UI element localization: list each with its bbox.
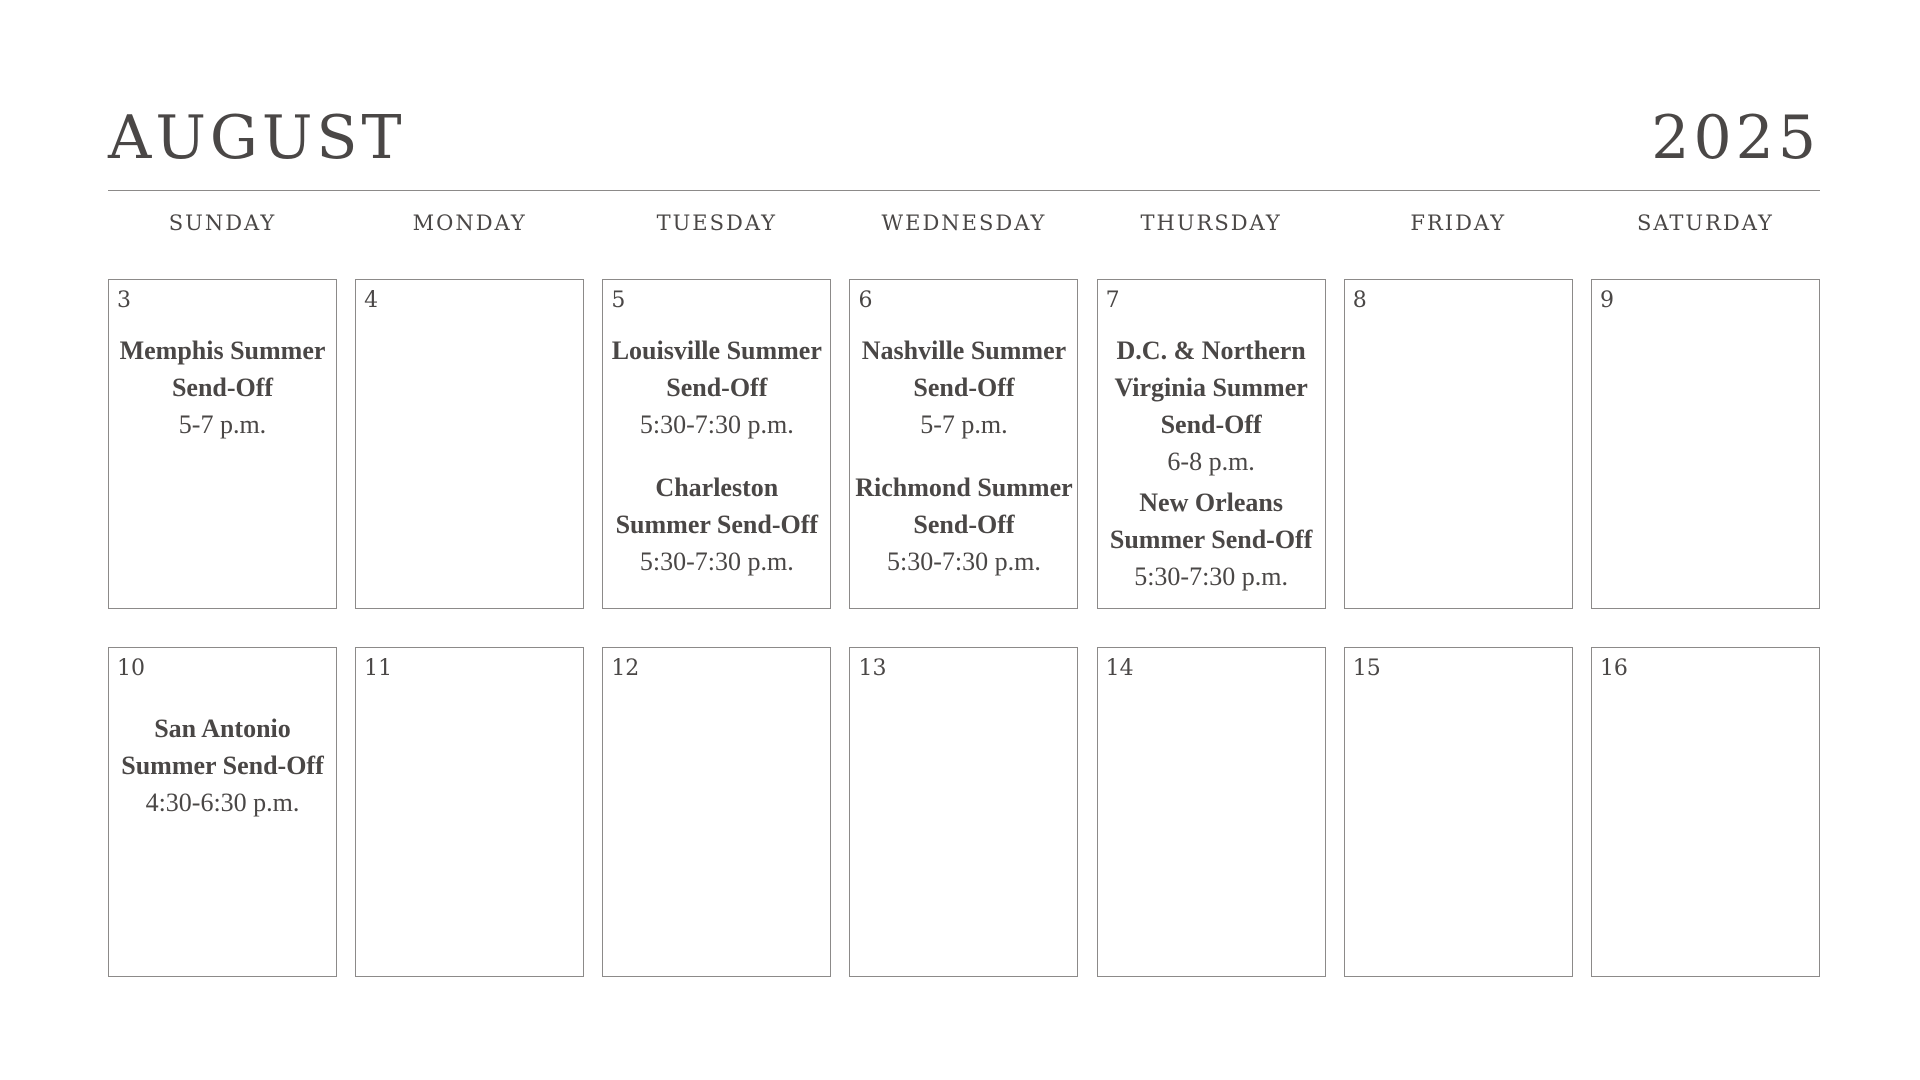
weekday-monday: MONDAY [412,211,527,235]
weekday-sunday: SUNDAY [168,211,277,235]
event-title: San Antonio Summer Send-Off [121,714,324,780]
event-list [1098,332,1325,599]
day-number: 12 [611,656,640,681]
event-item [603,332,830,443]
event-time: 5:30-7:30 p.m. [1134,562,1289,591]
weekday-header-row [108,206,1820,240]
event-list [850,332,1077,584]
event-title: Richmond Summer Send-Off [855,473,1073,539]
day-number: 13 [858,656,887,681]
event-item [1098,484,1325,595]
header-divider [108,190,1820,191]
day-number: 16 [1599,656,1628,681]
event-time: 5:30-7:30 p.m. [887,547,1041,576]
event-item [850,469,1077,580]
event-item [109,332,336,443]
event-time: 6-8 p.m. [1167,447,1255,476]
day-cell[interactable] [602,279,831,609]
day-number: 11 [364,656,393,681]
day-cell[interactable] [849,647,1078,977]
day-number: 9 [1599,288,1614,313]
day-number: 3 [117,288,131,313]
day-cell[interactable] [1097,279,1326,609]
event-item [603,469,830,580]
day-cell[interactable] [108,279,337,609]
week-row [108,647,1820,977]
day-number: 7 [1105,288,1120,313]
weekday-wednesday: WEDNESDAY [881,211,1047,235]
event-time: 5:30-7:30 p.m. [639,547,794,576]
event-time: 5:30-7:30 p.m. [639,410,794,439]
day-cell[interactable] [1097,647,1326,977]
event-list [109,332,336,447]
event-title: Charleston Summer Send-Off [615,473,819,539]
event-time: 4:30-6:30 p.m. [145,788,300,817]
day-cell[interactable] [355,279,584,609]
day-number: 15 [1352,656,1381,681]
event-list [603,332,830,584]
event-title: New Orleans Summer Send-Off [1109,488,1313,554]
event-list [109,710,336,825]
day-number: 8 [1352,288,1367,313]
event-title: Memphis Summer Send-Off [119,336,326,402]
weekday-saturday: SATURDAY [1636,211,1774,235]
day-cell[interactable] [1591,647,1820,977]
week-row [108,279,1820,609]
event-time: 5-7 p.m. [178,410,267,439]
day-number: 4 [364,288,379,313]
day-cell[interactable] [849,279,1078,609]
event-item [850,332,1077,443]
day-cell[interactable] [1591,279,1820,609]
event-title: Louisville Summer Send-Off [611,336,822,402]
weekday-friday: FRIDAY [1410,211,1507,235]
event-item [1098,332,1325,480]
event-time: 5-7 p.m. [920,410,1008,439]
calendar-header [108,98,1820,178]
year-title: 2025 [1651,103,1820,173]
weekday-tuesday: TUESDAY [656,211,778,235]
day-number: 14 [1105,656,1134,681]
day-cell[interactable] [1344,647,1573,977]
day-cell[interactable] [602,647,831,977]
month-title: AUGUST [108,103,406,173]
day-cell[interactable] [355,647,584,977]
day-number: 6 [858,288,873,313]
event-item [109,710,336,821]
weekday-thursday: THURSDAY [1140,211,1282,235]
day-cell[interactable] [108,647,337,977]
day-number: 10 [117,656,145,681]
day-cell[interactable] [1344,279,1573,609]
event-title: D.C. & Northern Virginia Summer Send-Off [1114,336,1308,439]
day-number: 5 [611,288,626,313]
event-title: Nashville Summer Send-Off [861,336,1067,402]
